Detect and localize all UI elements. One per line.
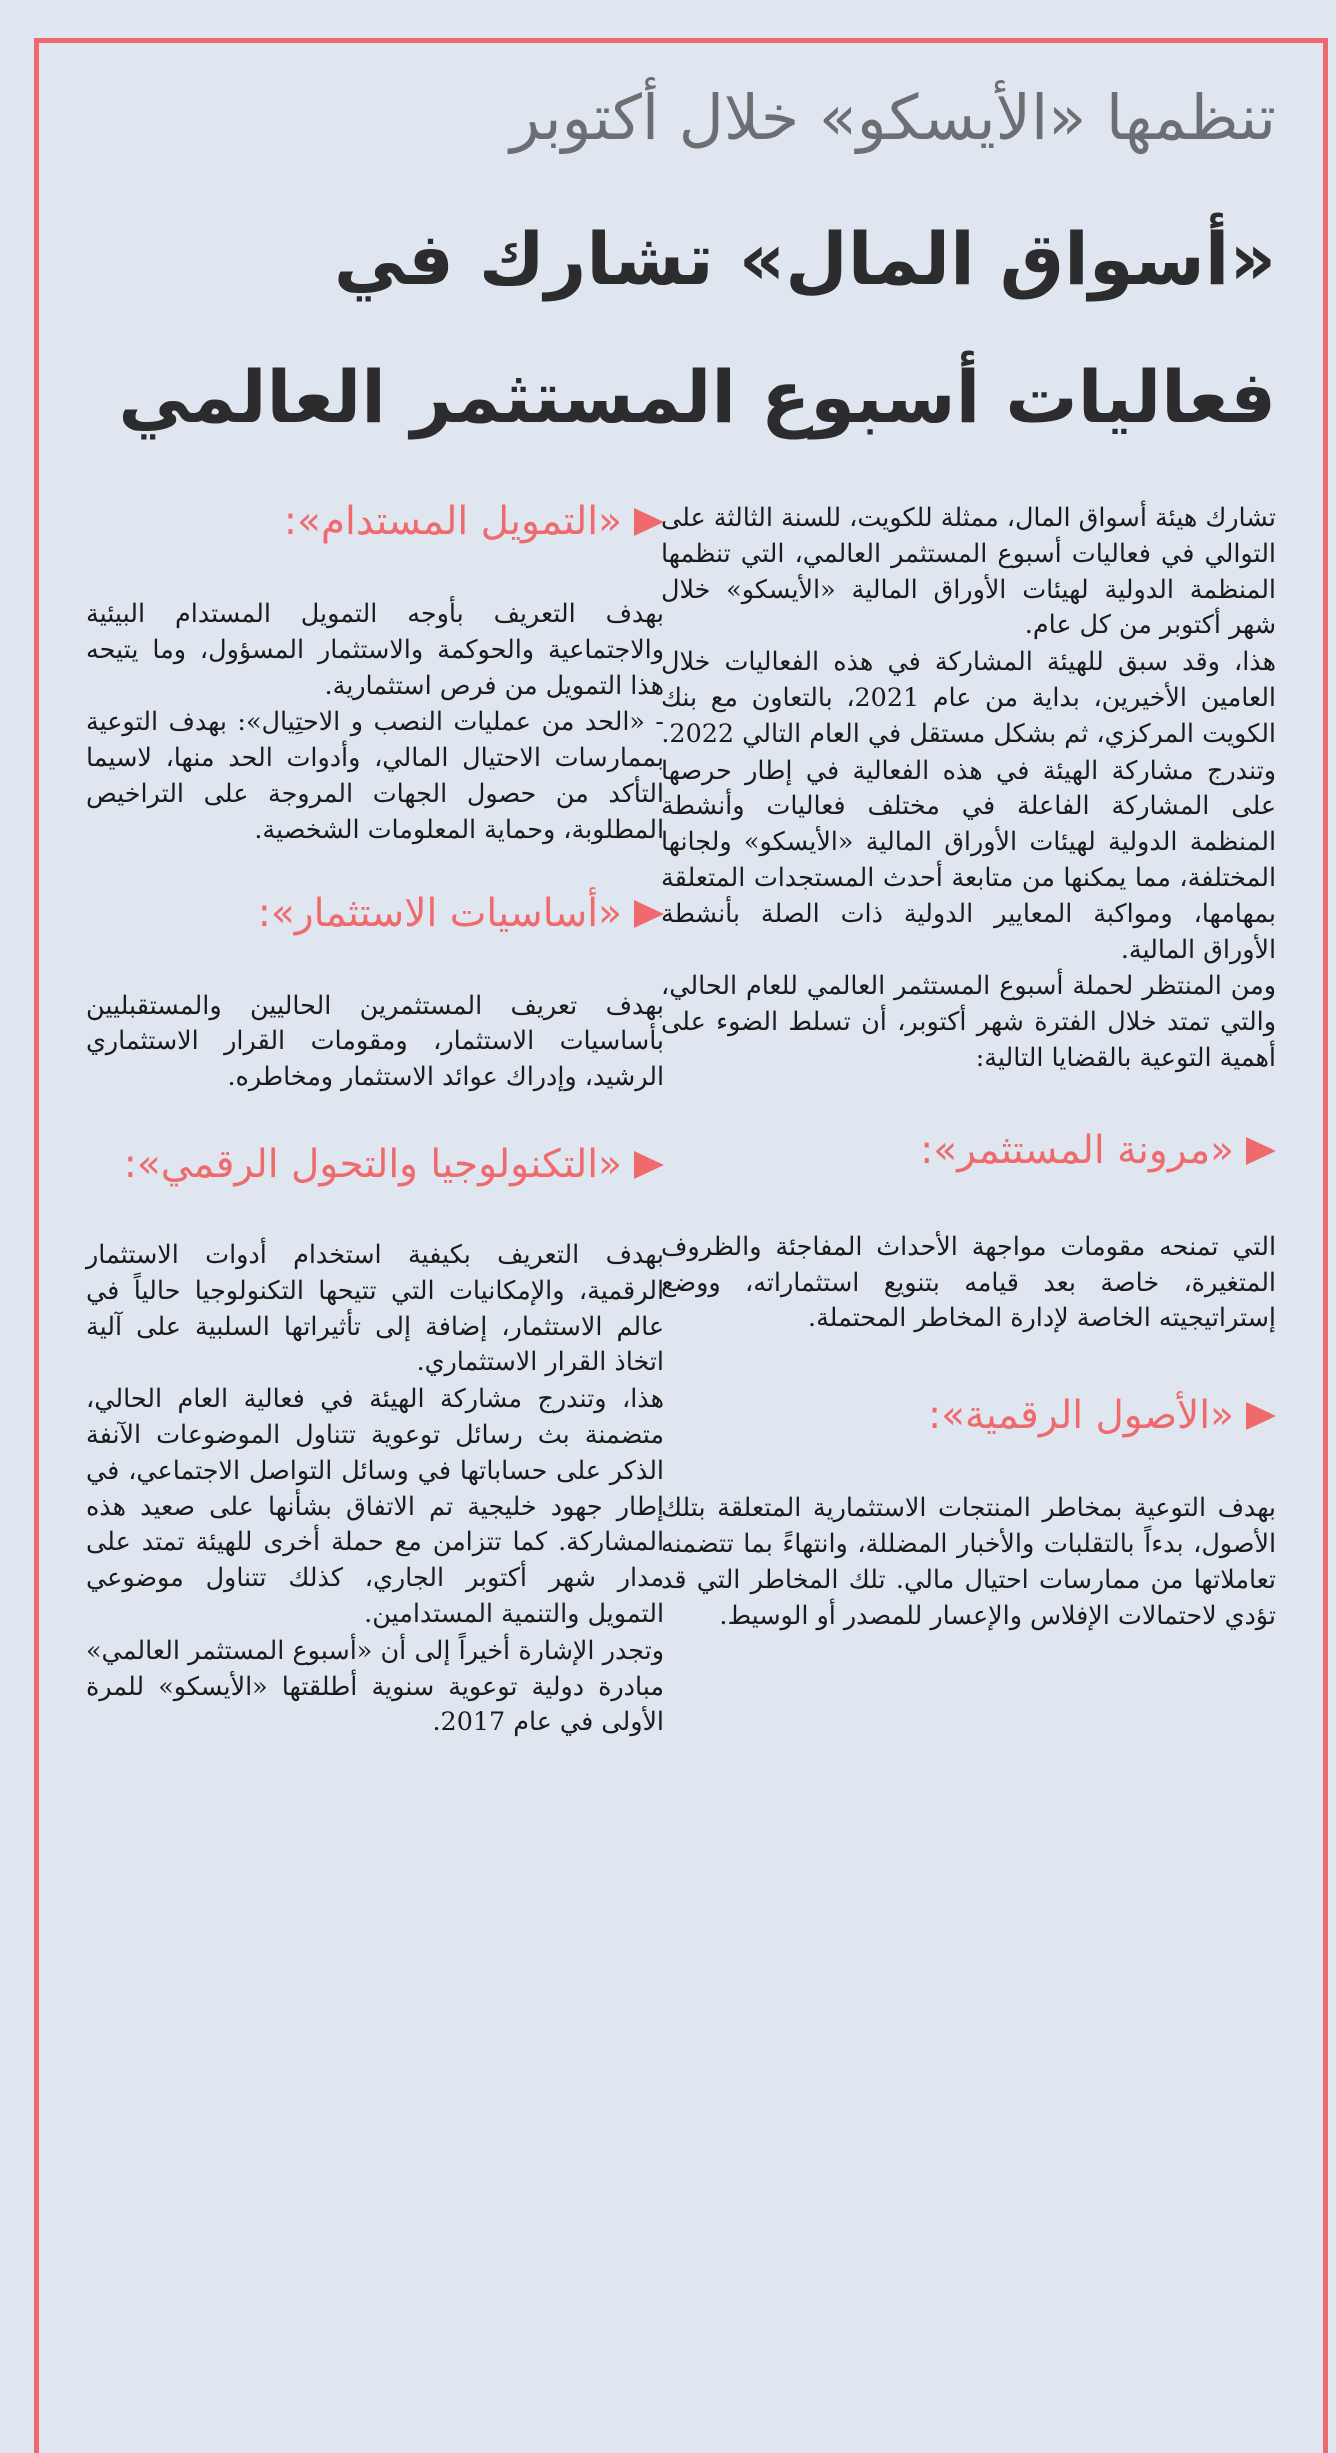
paragraph: هذا، وتندرج مشاركة الهيئة في فعالية العام الحالي، متضمنة بث رسائل توعوية تتناول الموضوعات الآنفة الذكر على حساباتها في وسائل التواصل الاجتماعي، في إطار جهود خليجية تم الاتفاق بشأنها على صعيد هذه المشاركة. كما تتزامن مع حملة أخرى للهيئة تمتد على مدار شهر أكتوبر الجاري، كذلك تتناول موضوعي التمويل والتنمية المستدامين. xyxy=(86,1383,664,1628)
paragraph: بهدف تعريف المستثمرين الحاليين والمستقبليين بأساسيات الاستثمار، ومقومات القرار الاستثماري الرشيد، وإدراك عوائد الاستثمار ومخاطره. xyxy=(86,989,664,1092)
paragraph: ومن المنتظر لحملة أسبوع المستثمر العالمي للعام الحالي، والتي تمتد خلال الفترة شهر أكتوبر، أن تسلط الضوء على أهمية التوعية بالقضايا التالية: xyxy=(661,970,1276,1072)
section-heading xyxy=(86,500,664,544)
paragraph: هذا، وقد سبق للهيئة المشاركة في هذه الفعاليات خلال العامين الأخيرين، بداية من عام 2021، بالتعاون مع بنك الكويت المركزي، ثم بشكل مستقل في العام التالي 2022. xyxy=(661,646,1276,748)
paragraph: وتندرج مشاركة الهيئة في هذه الفعالية في إطار حرصها على المشاركة الفاعلة في مختلف فعاليات وأنشطة المنظمة الدولية لهيئات الأوراق المالية «الأيسكو» ولجانها المختلفة، مما يمكنها من متابعة أحدث المستجدات المتعلقة بمهامها، ومواكبة المعايير الدولية ذات الصلة بأنشطة الأوراق المالية. xyxy=(661,754,1276,964)
triangle-marker-icon xyxy=(634,508,664,536)
article-kicker: تنظمها «الأيسكو» خلال أكتوبر xyxy=(510,81,1276,154)
paragraph: - «الحد من عمليات النصب و الاحتِيال»: بهدف التوعية بممارسات الاحتيال المالي، وأدوات الحد منها، لاسيما التأكد من حصول الجهات المروجة على التراخيص المطلوبة، وحماية المعلومات الشخصية. xyxy=(86,706,664,844)
paragraph: وتجدر الإشارة أخيراً إلى أن «أسبوع المستثمر العالمي» مبادرة دولية توعوية سنوية أطلقتها «الأيسكو» للمرة الأولى في عام 2017. xyxy=(86,1634,664,1737)
section-heading-text: «أساسيات الاستثمار»: xyxy=(257,890,622,936)
paragraph: التي تمنحه مقومات مواجهة الأحداث المفاجئة والظروف المتغيرة، خاصة بعد قيامه بتنويع استثماراته، ووضع إستراتيجيته الخاصة لإدارة المخاطر المحتملة. xyxy=(661,1230,1276,1333)
right-column xyxy=(661,500,1276,1634)
section-heading-text: «التكنولوجيا والتحول الرقمي»: xyxy=(123,1141,622,1187)
paragraph: بهدف التوعية بمخاطر المنتجات الاستثمارية المتعلقة بتلك الأصول، بدءاً بالتقلبات والأخبار المضللة، وانتهاءً بما تتضمنه تعاملاتها من ممارسات احتيال مالي. تلك المخاطر التي قد تؤدي لاحتمالات الإفلاس والإعسار للمصدر أو الوسيط. xyxy=(661,1492,1276,1630)
section-heading-text: «مرونة المستثمر»: xyxy=(920,1127,1234,1173)
section-heading xyxy=(86,892,664,936)
section-heading-text: «التمويل المستدام»: xyxy=(283,499,622,544)
triangle-marker-icon xyxy=(1246,1402,1276,1430)
triangle-marker-icon xyxy=(634,900,664,928)
paragraph: بهدف التعريف بكيفية استخدام أدوات الاستثمار الرقمية، والإمكانيات التي تتيحها التكنولوجيا حالياً في عالم الاستثمار، إضافة إلى تأثيراتها السلبية على آلية اتخاذ القرار الاستثماري. xyxy=(86,1238,664,1377)
triangle-marker-icon xyxy=(1246,1137,1276,1165)
section-heading xyxy=(661,1129,1276,1173)
section-heading xyxy=(661,1394,1276,1438)
left-column xyxy=(86,500,664,1741)
section-heading-text: «الأصول الرقمية»: xyxy=(927,1393,1234,1439)
paragraph: بهدف التعريف بأوجه التمويل المستدام البيئية والاجتماعية والحوكمة والاستثمار المسؤول، وما يتيحه هذا التمويل من فرص استثمارية. xyxy=(86,598,664,700)
triangle-marker-icon xyxy=(634,1151,664,1179)
article-headline: «أسواق المال» تشارك في فعاليات أسبوع المستثمر العالمي xyxy=(118,217,1276,439)
paragraph: تشارك هيئة أسواق المال، ممثلة للكويت، للسنة الثالثة على التوالي في فعاليات أسبوع المستثمر العالمي، التي تنظمها المنظمة الدولية لهيئات الأوراق المالية «الأيسكو» خلال شهر أكتوبر من كل عام. xyxy=(660,502,1276,640)
section-heading xyxy=(86,1143,664,1187)
